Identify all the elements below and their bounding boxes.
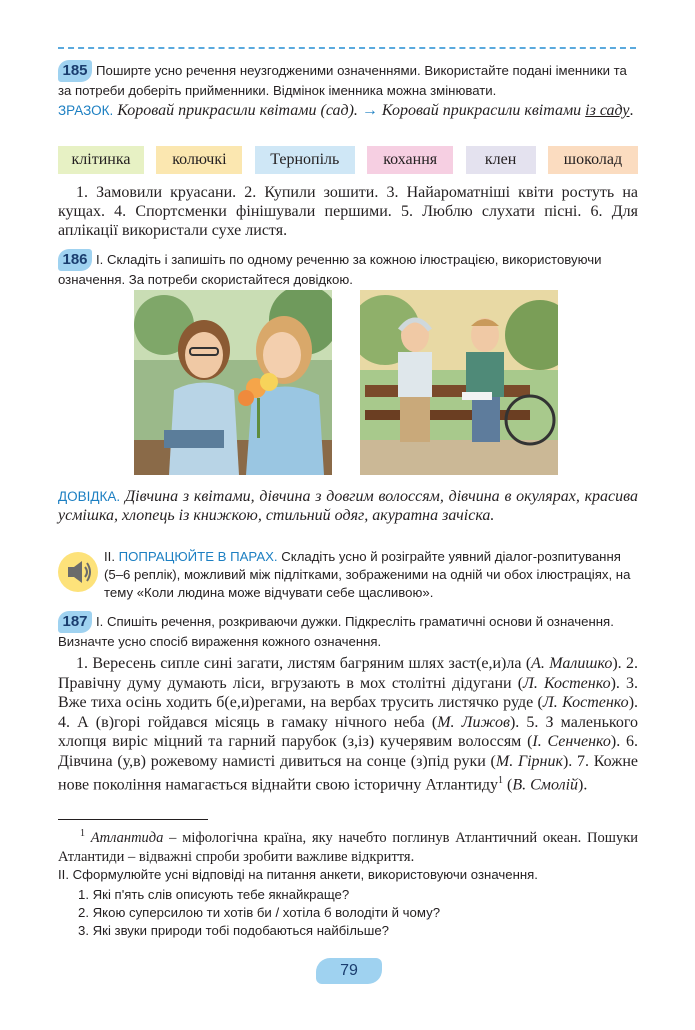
- pair-text: Складіть усно й розіграйте уявний діалог-розпитування (5–6 реплік), можливий між підлітками, зображеними на одній чи обох ілюстраціях, на тему «Коли людина може відчувати себе щасливою».: [104, 549, 631, 600]
- questions-list: [78, 886, 638, 940]
- sample-sentence: Коровай прикрасили квітами (сад).: [117, 102, 358, 119]
- page-number: 79: [316, 958, 382, 984]
- sample-label: ЗРАЗОК.: [58, 103, 114, 118]
- hint-text: Дівчина з квітами, дівчина з довгим волоссям, дівчина в окулярах, красива усмішка, хлопець із книжкою, стильний одяг, акуратна зачіска.: [58, 488, 638, 524]
- girls-with-flowers-photo: [134, 290, 332, 475]
- exercise-185-task: [58, 60, 638, 100]
- footnote: [58, 824, 638, 867]
- author-name: М. Лижов: [437, 713, 510, 731]
- sentence-text: ). 4. А (в)горі гойдався місяць в гамаку нічного неба (: [58, 694, 639, 731]
- task-text: I. Спишіть речення, розкриваючи дужки. Підкресліть граматичні основи й означення. Визначте усно спосіб вираження кожного означення.: [58, 614, 614, 649]
- exercise-186-task: [58, 249, 638, 289]
- sentence-text: ).: [578, 776, 588, 794]
- sentence-text: ). 3. Вже тиха осінь ходить б(е,и)регами, на вербах трусить листячко руде (: [58, 674, 639, 711]
- girls-photo-illustration: [134, 290, 332, 475]
- footnote-text: – міфологічна країна, яку начебто поглинув Атлантичний океан. Пошуки Атлантиди – відважні спроби зробити важливе відкриття.: [58, 829, 638, 865]
- question-item: 1. Які п'ять слів описують тебе якнайкраще?: [78, 887, 350, 902]
- author-name: А. Малишко: [531, 655, 613, 672]
- word-chip: шоколад: [548, 146, 638, 174]
- footnote-divider: [58, 819, 208, 820]
- sentence-text: ). 6. Дівчина (у,в) рожевому намисті дивиться на сонце (з)під руки (: [58, 733, 639, 770]
- sentence-text: ). 7. Кожне нове покоління намагається віднайти свою історичну Атлантиду: [58, 752, 638, 794]
- word-chip: клітинка: [58, 146, 144, 174]
- boys-photo-illustration: [360, 290, 558, 475]
- exercise-186-hint: [58, 487, 638, 525]
- hint-label: ДОВІДКА.: [58, 489, 121, 504]
- question-item: 2. Якою суперсилою ти хотів би / хотіла б володіти й чому?: [78, 905, 441, 920]
- task-text: I. Складіть і запишіть по одному реченню за кожною ілюстрацією, використовуючи означення. За потреби скористайтеся довідкою.: [58, 252, 602, 287]
- pair-label: II.: [104, 549, 115, 564]
- exercise-187-sentences: [58, 654, 638, 795]
- word-chip: колючкі: [156, 146, 242, 174]
- footnote-term: Атлантида: [90, 829, 164, 846]
- word-chips-row: [58, 146, 638, 174]
- sample-answer: Коровай прикрасили квітами: [381, 102, 582, 119]
- exercise-186-pair-work: [104, 548, 638, 602]
- author-name: В. Смолій: [512, 776, 579, 794]
- author-name: Л. Костенко: [542, 694, 629, 711]
- sentence-text: ). 2. Правічну думу думають ліси, вгрузають в мох столітні дідугани (: [58, 655, 639, 692]
- word-chip: Тернопіль: [255, 146, 355, 174]
- exercise-number-badge: 187: [58, 611, 92, 633]
- exercise-187-part2: II. Сформулюйте усні відповіді на питання анкети, використовуючи означення.: [58, 867, 538, 882]
- word-chip: кохання: [367, 146, 453, 174]
- sentence-text: ). 5. З маленького хлопця виріс міцний та гарний парубок (з,із) кучерявим волоссям (: [58, 713, 639, 750]
- footnote-mark: 1: [80, 828, 85, 839]
- speaker-icon-glyph: [58, 552, 98, 592]
- exercise-187-task: [58, 611, 638, 651]
- top-dashed-divider: [58, 47, 636, 49]
- author-name: М. Гірник: [495, 752, 563, 770]
- sentence-text: (: [503, 776, 513, 794]
- speaker-icon: [58, 552, 98, 592]
- task-text: Поширте усно речення неузгодженими означеннями. Використайте подані іменники та за потреби доберіть прийменники. Відмінок іменника можна змінювати.: [58, 63, 627, 98]
- sample-end: .: [629, 102, 634, 119]
- boys-on-bench-photo: [360, 290, 558, 475]
- sample-underlined: із саду: [585, 102, 630, 119]
- arrow-icon: →: [361, 102, 378, 119]
- sentence-text: 1. Вересень сипле сині загати, листям багряним шлях заст(е,и)ла (: [76, 655, 532, 672]
- question-item: 3. Які звуки природи тобі подобаються найбільше?: [78, 923, 390, 938]
- footnote-superscript: 1: [498, 775, 504, 786]
- exercise-number-badge: 186: [58, 249, 92, 271]
- author-name: І. Сенченко: [532, 733, 611, 750]
- pair-heading: ПОПРАЦЮЙТЕ В ПАРАХ.: [118, 549, 278, 564]
- author-name: Л. Костенко: [523, 674, 611, 692]
- exercise-number-badge: 185: [58, 60, 92, 82]
- exercise-185-sample: [58, 101, 638, 120]
- exercise-185-sentences: 1. Замовили круасани. 2. Купили зошити. 3. Найароматніші квіти ростуть на кущах. 4. Спортсменки фінішували першими. 5. Люблю слухати пісні. 6. Для аплікації використали сухе листя.: [58, 184, 638, 239]
- word-chip: клен: [466, 146, 536, 174]
